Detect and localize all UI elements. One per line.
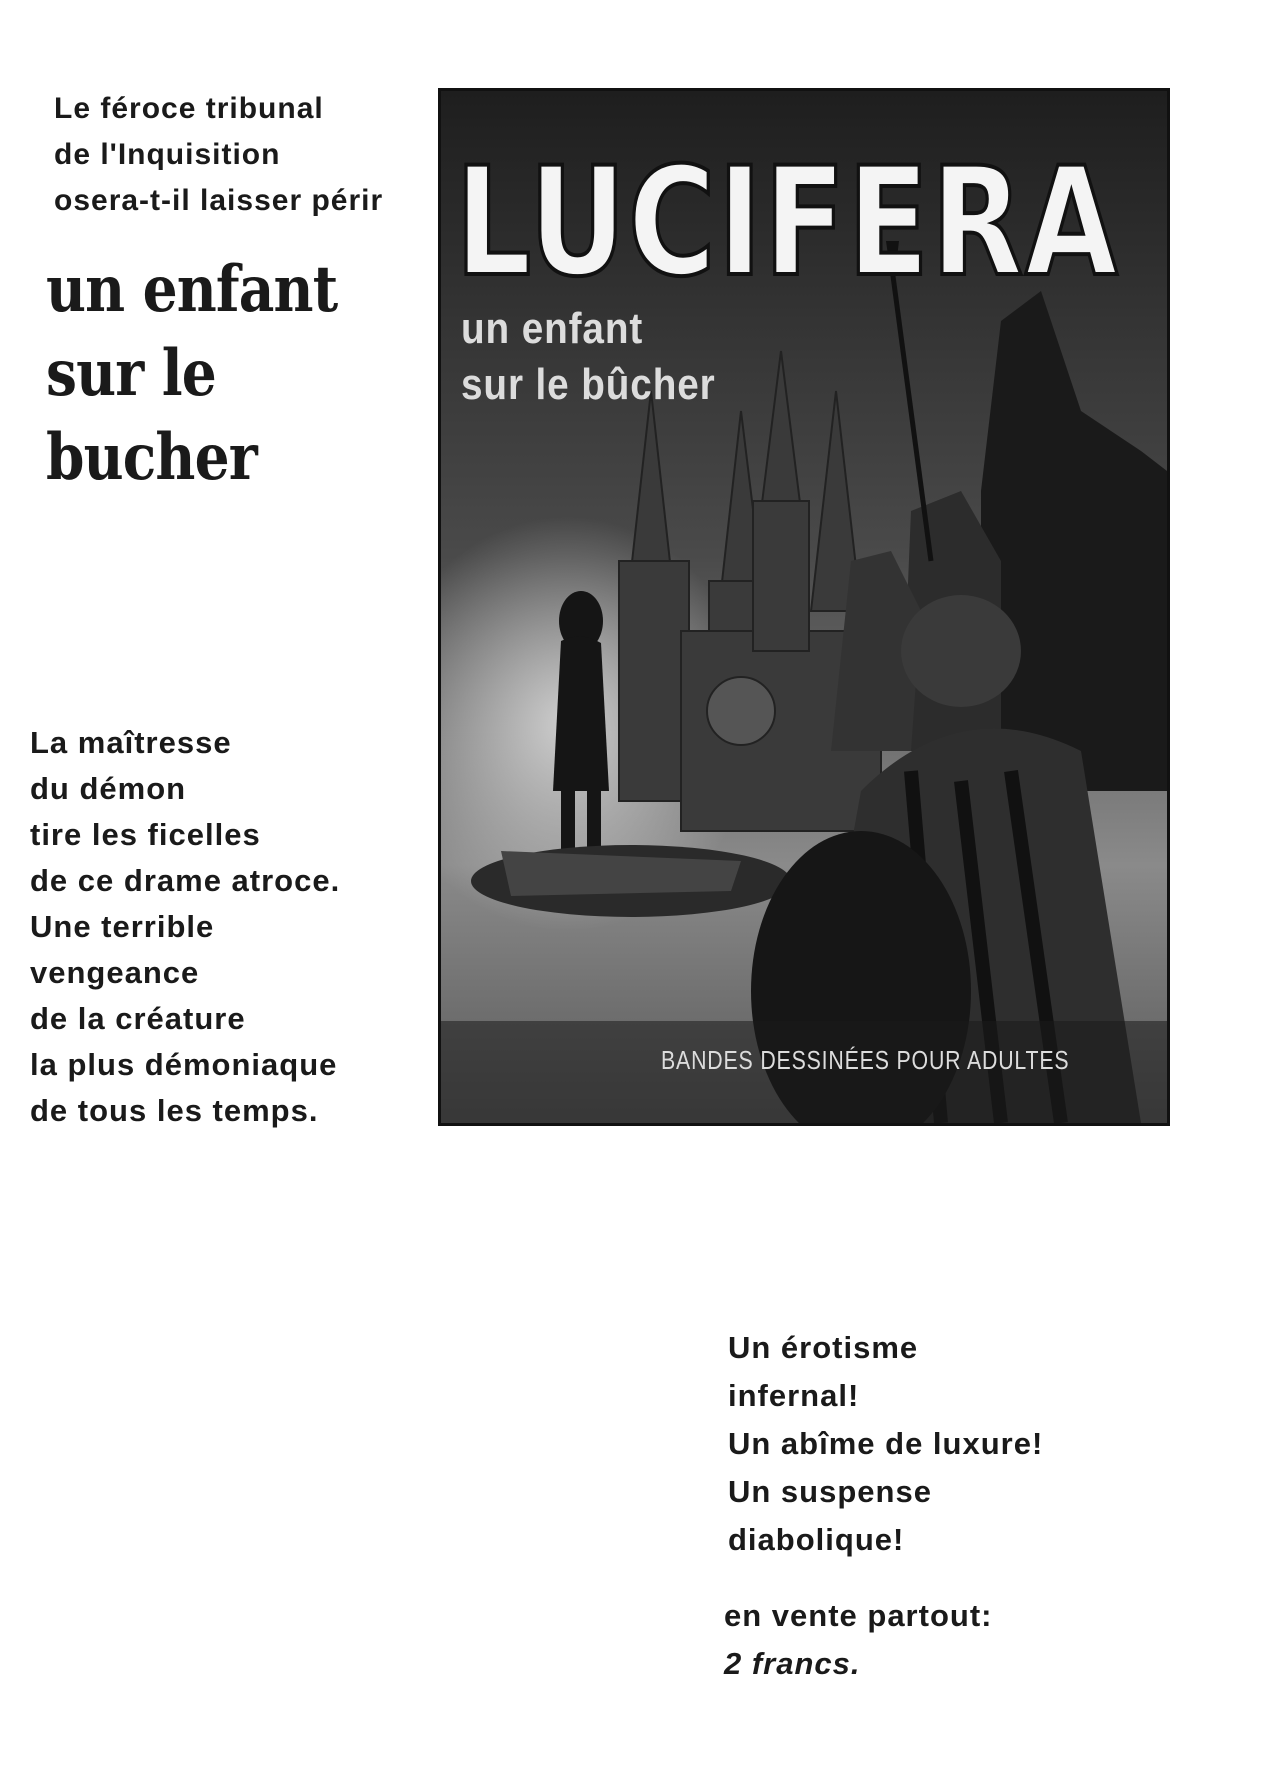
intro-line: osera-t-il laisser périr (54, 184, 384, 217)
body-line: du démon (30, 771, 187, 806)
body-line: vengeance (30, 955, 200, 990)
pitch-line: diabolique! (728, 1522, 905, 1557)
body-line: tire les ficelles (30, 817, 261, 852)
intro-line: Le féroce tribunal (54, 92, 324, 125)
pitch-line: Un abîme de luxure! (728, 1426, 1044, 1461)
body-line: de ce drame atroce. (30, 863, 341, 898)
intro-line: de l'Inquisition (54, 138, 281, 171)
body-line: Une terrible (30, 909, 215, 944)
body-line: de tous les temps. (30, 1093, 319, 1128)
sale-price: 2 francs. (724, 1646, 861, 1681)
body-line: la plus démoniaque (30, 1047, 338, 1082)
pyre (471, 845, 791, 917)
headline-line: bucher (46, 420, 257, 495)
cover-title: LUCIFERA (455, 136, 1120, 310)
pitch-line: Un suspense (728, 1474, 932, 1509)
cover-subtitle (461, 301, 716, 413)
pitch-text (728, 1324, 1043, 1564)
headline (46, 248, 337, 500)
comic-cover-image (438, 88, 1170, 1126)
headline-line: un enfant (46, 252, 338, 327)
body-line: de la créature (30, 1001, 246, 1036)
pitch-line: infernal! (728, 1378, 860, 1413)
headline-line: sur le (46, 336, 216, 411)
cover-subtitle-line: un enfant (461, 304, 644, 353)
sale-label: en vente partout: (724, 1598, 993, 1633)
pitch-line: Un érotisme (728, 1330, 919, 1365)
body-text (30, 720, 340, 1134)
cover-subtitle-line: sur le bûcher (461, 360, 716, 409)
cover-footer: BANDES DESSINÉES POUR ADULTES (661, 1045, 1070, 1075)
body-line: La maîtresse (30, 725, 232, 760)
sale-info (724, 1592, 992, 1688)
intro-text (54, 86, 434, 224)
